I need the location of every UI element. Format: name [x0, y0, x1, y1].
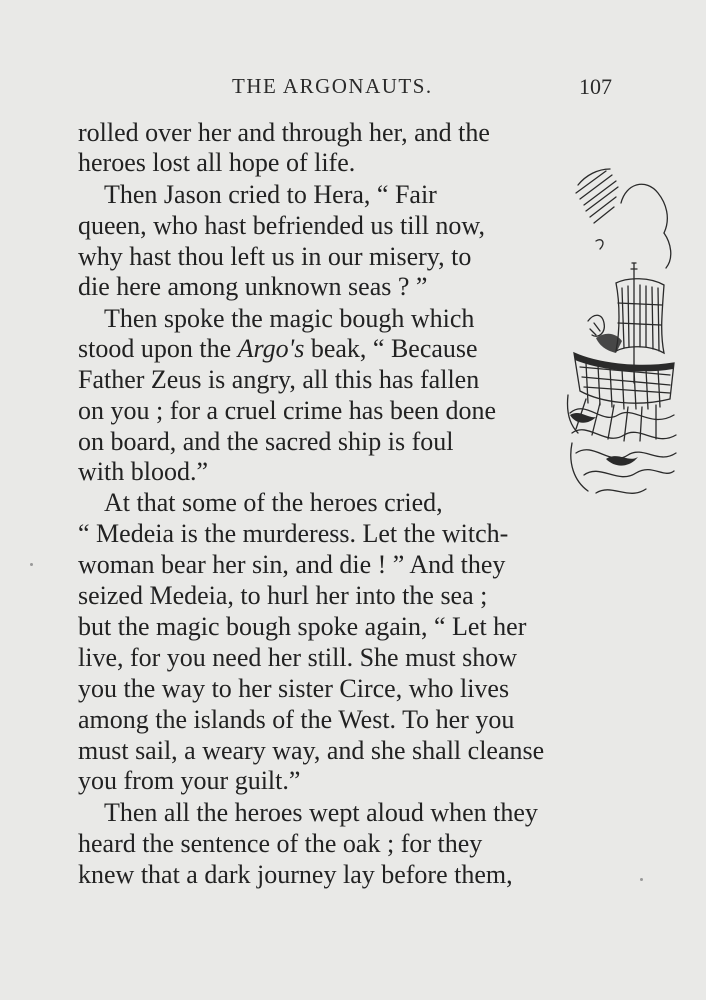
text-line: must sail, a weary way, and she shall cleanse — [78, 736, 545, 765]
ship-on-waves-icon — [566, 163, 678, 503]
text-segment: stood upon the — [78, 334, 232, 363]
text-line: you the way to her sister Circe, who lives — [78, 674, 510, 703]
text-line: knew that a dark journey lay before them, — [78, 860, 513, 889]
text-line: Father Zeus is angry, all this has fallen — [78, 365, 480, 394]
text-line: on board, and the sacred ship is foul — [78, 427, 454, 456]
text-line: heard the sentence of the oak ; for they — [78, 829, 483, 858]
text-line: woman bear her sin, and die ! ” And they — [78, 550, 506, 579]
text-line: on you ; for a cruel crime has been done — [78, 396, 497, 425]
text-line: queen, who hast befriended us till now, — [78, 211, 485, 240]
text-segment: beak, “ Because — [310, 334, 478, 363]
text-line: Then spoke the magic bough which — [104, 304, 475, 333]
running-title: THE ARGONAUTS. — [232, 74, 433, 98]
text-line: die here among unknown seas ? ” — [78, 272, 428, 301]
text-line: Then Jason cried to Hera, “ Fair — [104, 180, 437, 209]
page-number: 107 — [579, 74, 612, 99]
text-line: At that some of the heroes cried, — [104, 488, 443, 517]
text-line: you from your guilt.” — [78, 766, 301, 795]
text-line — [78, 334, 478, 364]
text-line: but the magic bough spoke again, “ Let her — [78, 612, 527, 641]
text-line: rolled over her and through her, and the — [78, 118, 490, 147]
text-line: live, for you need her still. She must show — [78, 643, 518, 672]
text-line: among the islands of the West. To her you — [78, 705, 515, 734]
text-line: heroes lost all hope of life. — [78, 148, 356, 177]
text-line: with blood.” — [78, 457, 208, 486]
text-line: “ Medeia is the murderess. Let the witch- — [78, 519, 509, 548]
paper-speck — [640, 878, 643, 881]
text-line: why hast thou left us in our misery, to — [78, 242, 472, 271]
paper-speck — [30, 563, 33, 566]
italic-ship-name: Argo's — [237, 334, 305, 363]
text-line: Then all the heroes wept aloud when they — [104, 798, 538, 827]
text-line: seized Medeia, to hurl her into the sea ; — [78, 581, 488, 610]
